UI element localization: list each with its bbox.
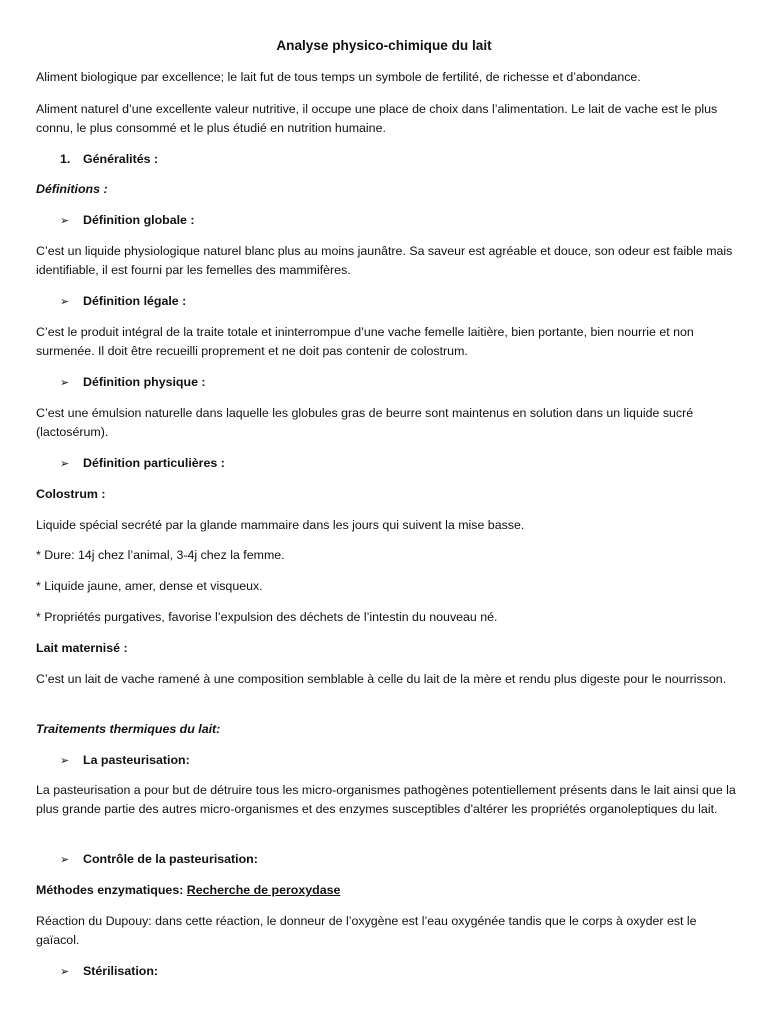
section-heading-generalites [60, 150, 158, 169]
methodes-enzymatiques-line [36, 881, 736, 900]
definition-legale-text: C’est le produit intégral de la traite totale et ininterrompue d’une vache femelle laitière, bien portante, bien nourrie et non surmenée. Il doit être recueilli proprement et ne doit pas contenir de colostrum. [36, 325, 694, 358]
pasteurisation-text: La pasteurisation a pour but de détruire tous les micro-organismes pathogènes potentiellement présents dans le lait ainsi que la plus grande partie des autres micro-organismes et des enzymes susceptibles d'altérer les propriétés organoleptiques du lait. [36, 783, 736, 816]
definition-physique-text: C’est une émulsion naturelle dans laquelle les globules gras de beurre sont maintenus en solution dans un liquide sucré (lactosérum). [36, 406, 694, 439]
bullet-title: Contrôle de la pasteurisation: [83, 852, 258, 866]
bullet-title: Définition légale : [83, 294, 187, 308]
bullet-title: Définition particulières : [83, 456, 225, 470]
colostrum-item: * Liquide jaune, amer, dense et visqueux. [36, 579, 263, 593]
definition-globale-text: C’est un liquide physiologique naturel blanc plus au moins jaunâtre. Sa saveur est agréable et douce, son odeur est faible mais identifiable, il est fourni par les femelles des mammifères. [36, 244, 733, 277]
bullet-definition-particulieres [60, 454, 225, 474]
bullet-pasteurisation [60, 751, 190, 771]
peroxydase-underlined-text: Recherche de peroxydase [186, 883, 341, 897]
colostrum-item: * Propriétés purgatives, favorise l’expulsion des déchets de l’intestin du nouveau né. [36, 610, 498, 624]
bullet-definition-physique [60, 373, 206, 393]
bullet-title: Définition globale : [83, 213, 195, 227]
traitements-heading: Traitements thermiques du lait: [36, 722, 221, 736]
methodes-label: Méthodes enzymatiques: [36, 883, 184, 897]
colostrum-heading: Colostrum : [36, 487, 106, 501]
bullet-title: La pasteurisation: [83, 753, 190, 767]
section-title: Généralités : [83, 152, 159, 166]
arrow-bullet-icon: ➢ [60, 966, 70, 978]
section-number: 1. [60, 152, 71, 166]
lait-materne-text: C’est un lait de vache ramené à une composition semblable à celle du lait de la mère et rendu plus digeste pour le nourrisson. [36, 672, 727, 686]
arrow-bullet-icon: ➢ [60, 296, 70, 308]
colostrum-text: Liquide spécial secrété par la glande mammaire dans les jours qui suivent la mise basse. [36, 518, 525, 532]
intro-paragraph-2: Aliment naturel d’une excellente valeur nutritive, il occupe une place de choix dans l’alimentation. Le lait de vache est le plus connu, le plus consommé et le plus étudié en nutrition humaine. [36, 102, 718, 135]
arrow-bullet-icon: ➢ [60, 215, 70, 227]
bullet-title: Définition physique : [83, 375, 206, 389]
definitions-heading: Définitions : [36, 182, 108, 196]
bullet-definition-globale [60, 211, 195, 231]
document-title: Analyse physico-chimique du lait [276, 38, 492, 53]
reaction-dupouy-text: Réaction du Dupouy: dans cette réaction, le donneur de l’oxygène est l’eau oxygénée tandis que le corps à oxyder est le gaïacol. [36, 914, 697, 947]
arrow-bullet-icon: ➢ [60, 377, 70, 389]
intro-paragraph-1: Aliment biologique par excellence; le lait fut de tous temps un symbole de fertilité, de richesse et d’abondance. [36, 70, 641, 84]
arrow-bullet-icon: ➢ [60, 755, 70, 767]
arrow-bullet-icon: ➢ [60, 854, 70, 866]
colostrum-item: * Dure: 14j chez l’animal, 3-4j chez la femme. [36, 548, 285, 562]
bullet-title: Stérilisation: [83, 964, 159, 978]
lait-materne-heading: Lait maternisé : [36, 641, 128, 655]
bullet-definition-legale [60, 292, 186, 312]
arrow-bullet-icon: ➢ [60, 458, 70, 470]
bullet-sterilisation [60, 962, 158, 982]
bullet-controle-pasteurisation [60, 850, 258, 870]
